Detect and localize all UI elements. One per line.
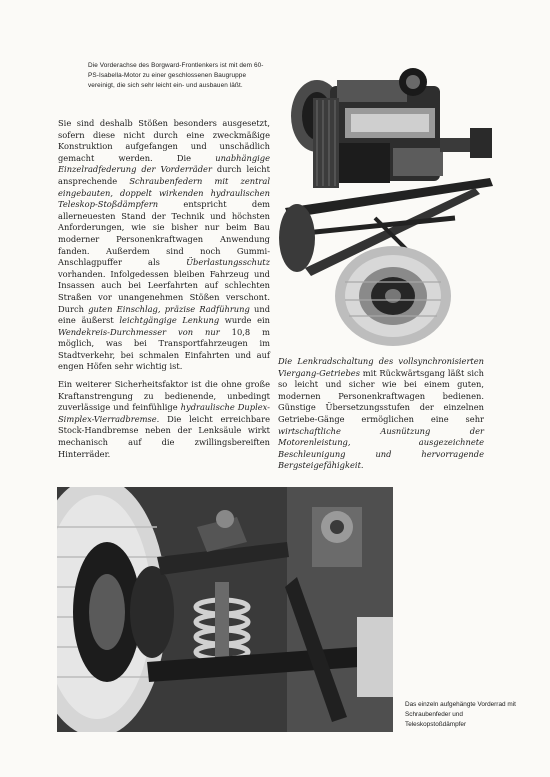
text-run: Ein weiterer Sicherheitsfaktor ist die ohne große Kraftanstrengung zu bedienende, unbedingt zuverlässige und feinfühlige <box>58 379 270 413</box>
text-emphasis: guten Einschlag, präzise Radführung <box>88 303 250 314</box>
caption-top: Die Vorderachse des Borgward-Frontlenkers ist mit dem 60-PS-Isabella-Motor zu einer geschlossenen Baugruppe vereinigt, die sich sehr leicht ein- und ausbauen läßt. <box>88 62 264 90</box>
text-emphasis: leichtgängige Lenkung <box>119 315 220 326</box>
text-run: Die leicht erreichbare Stock-Handbremse neben der Lenksäule wirkt mechanisch auf die zwillingsbereiften Hinterräder. <box>58 413 270 459</box>
text-run: vorhanden. Infolgedessen bleiben Fahrzeug und Insassen auch bei Leerfahrten auf schlechten Straßen vor unangenehmen Stößen verschont. Durch <box>58 268 270 314</box>
text-emphasis: Wendekreis-Durchmesser von nur <box>58 326 220 337</box>
caption-bottom: Das einzeln aufgehängte Vorderrad mit Schraubenfeder und Teleskopstoßdämpfer <box>405 701 516 728</box>
text-emphasis: Überlastungsschutz <box>186 257 270 268</box>
text-emphasis: wirtschaftliche Ausnützung der Motorenleistung, ausgezeichnete Beschleunigung und hervorragende Bergsteigefähigkeit. <box>278 425 484 471</box>
wheel-suspension-photo <box>57 487 393 732</box>
text-run: wurde ein <box>219 315 270 326</box>
paragraph-suspension <box>58 118 270 373</box>
text-run: und eine äußerst <box>58 303 271 326</box>
text-emphasis: hydraulische Duplex-Simplex-Vierradbremse. <box>58 402 270 424</box>
paragraph-brakes <box>58 379 270 460</box>
text-run: entspricht dem allerneuesten Stand der Technik und höchsten Anforderungen, wie sie bisher nur beim Bau moderner Personenkraftwagen Anwendung fanden. Außerdem sind noch Gummi-Anschlagpuffer als <box>58 199 270 268</box>
text-emphasis: Die Lenkradschaltung des vollsynchronisierten Viergang-Getriebes <box>278 356 484 378</box>
engine-axle-photo <box>275 68 500 348</box>
text-run: 10,8 m möglich, was bei Transportfahrzeugen im Stadtverkehr, bei schmalen Einfahrten und auf engen Höfen sehr wichtig ist. <box>58 326 270 372</box>
text-emphasis: unabhängige Einzelradfederung der Vorderräder <box>58 152 270 175</box>
text-emphasis: Schraubenfedern mit zentral eingebauten, doppelt wirkenden hydraulischen Teleskop-Stoßdämpfern <box>58 175 270 210</box>
text-run: mit Rückwärtsgang läßt sich so leicht und sicher wie bei einem guten, modernen Personenkraftwagen bedienen. Günstige Übersetzungsstufen der einzelnen Getriebe-Gänge ermöglichen eine sehr <box>278 367 484 424</box>
body-column-left <box>58 118 270 466</box>
body-column-right <box>278 356 484 472</box>
text-run: Sie sind deshalb Stößen besonders ausgesetzt, sofern diese nicht durch eine zweckmäßige Konstruktion aufgefangen und unschädlich gemacht werden. Die <box>58 118 270 163</box>
text-run: durch leicht ansprechende <box>58 164 270 186</box>
